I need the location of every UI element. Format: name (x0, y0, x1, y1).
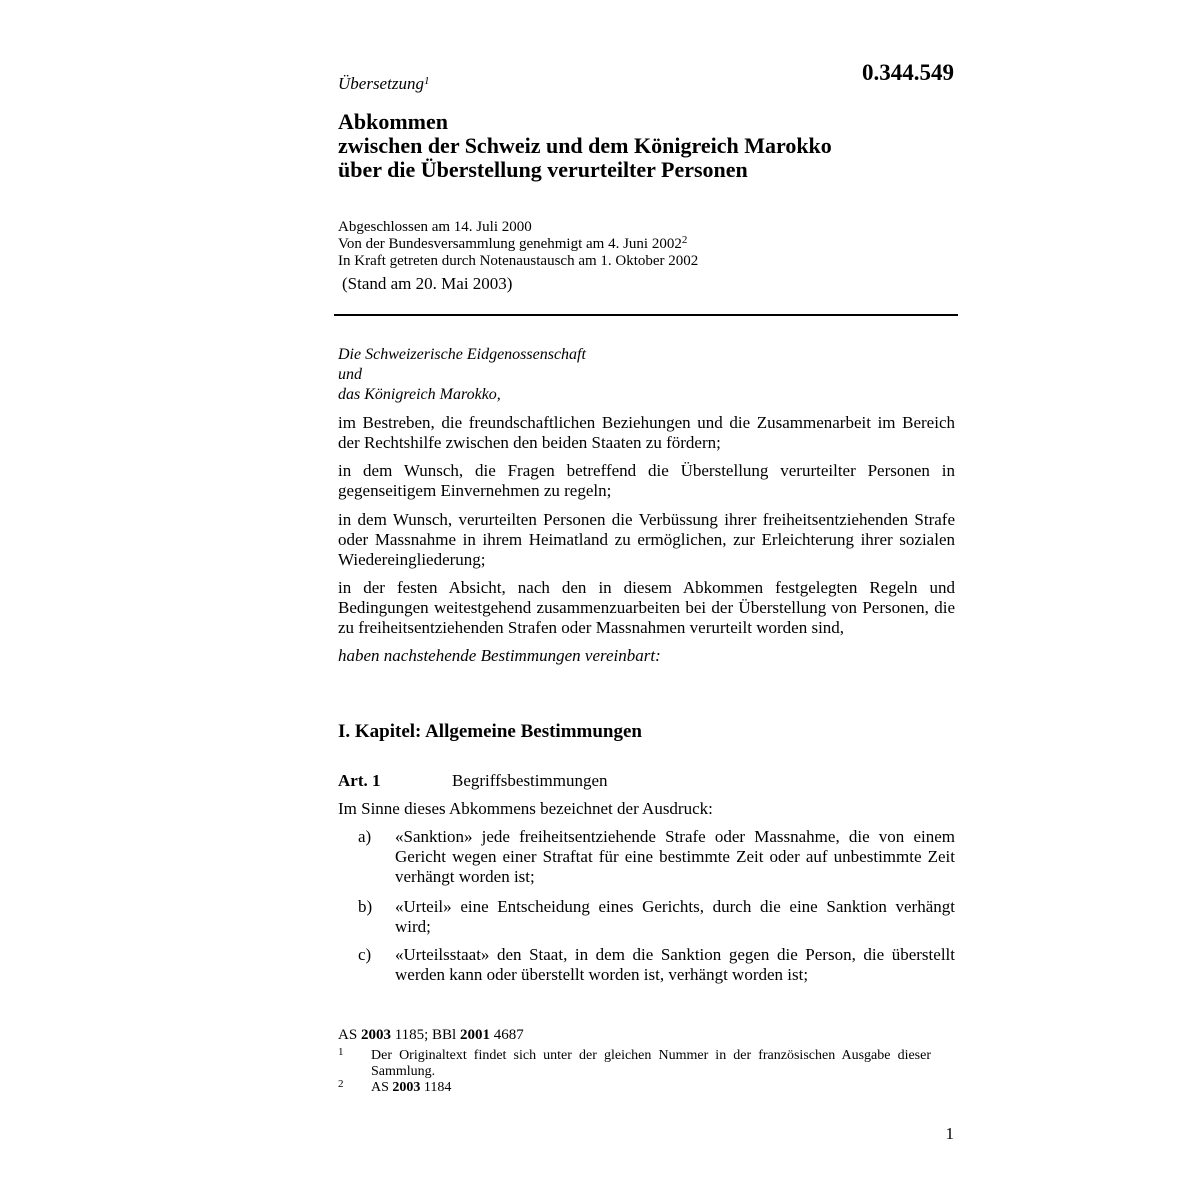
official-reference (338, 1027, 524, 1044)
definition-item (338, 897, 955, 937)
article-number: Art. 1 (338, 771, 381, 790)
as-page: 1185; BBl (390, 1027, 460, 1043)
recital-paragraph: in der festen Absicht, nach den in diesem Abkommen festgelegten Regeln und Bedingungen weitestgehend zusammenzuarbeiten bei der Überstellung von Personen, die zu freiheitsentziehenden Strafen oder Massnahmen verurteilt worden sind, (338, 578, 955, 637)
definition-item (338, 827, 955, 887)
definition-item (338, 945, 955, 985)
party-conjunction: und (338, 366, 362, 383)
document-title (338, 110, 958, 182)
definition-text: «Sanktion» jede freiheitsentziehende Strafe oder Massnahme, die von einem Gericht wegen einer Straftat für eine bestimmte Zeit oder auf unbestimmte Zeit verhängt worden ist; (395, 827, 955, 886)
article-title: Begriffsbestimmungen (452, 771, 608, 790)
title-line-1: Abkommen (338, 109, 449, 134)
party-switzerland: Die Schweizerische Eidgenossenschaft (338, 346, 586, 363)
footnote-text (371, 1080, 451, 1096)
translation-label (338, 74, 429, 94)
fn2-as-year: 2003 (392, 1080, 421, 1095)
definition-letter: c) (358, 945, 372, 964)
definition-text: «Urteil» eine Entscheidung eines Gerichts, durch die eine Sanktion verhängt wird; (395, 897, 955, 936)
article-intro: Im Sinne dieses Abkommens bezeichnet der Ausdruck: (338, 799, 713, 818)
translation-label-text: Übersetzung (338, 74, 424, 93)
title-line-2: zwischen der Schweiz und dem Königreich Marokko (338, 133, 832, 158)
sr-number: 0.344.549 (862, 60, 954, 85)
as-year: 2003 (360, 1027, 391, 1043)
title-line-3: über die Überstellung verurteilter Personen (338, 157, 748, 182)
footnote-text: Der Originaltext findet sich unter der gleichen Nummer in der französischen Ausgabe dieser Sammlung. (371, 1048, 931, 1079)
page-number: 1 (945, 1124, 954, 1143)
status-date: (Stand am 20. Mai 2003) (342, 274, 513, 293)
concluded-date: Abgeschlossen am 14. Juli 2000 (338, 219, 532, 235)
footnote-number: 1 (338, 1046, 344, 1058)
chapter-heading: I. Kapitel: Allgemeine Bestimmungen (338, 721, 642, 742)
footnote-number: 2 (338, 1078, 344, 1090)
recital-paragraph: in dem Wunsch, die Fragen betreffend die Überstellung verurteilter Personen in gegenseitigem Einvernehmen zu regeln; (338, 461, 955, 500)
party-morocco: das Königreich Marokko, (338, 386, 501, 403)
definition-text: «Urteilsstaat» den Staat, in dem die Sanktion gegen die Person, die überstellt werden kann oder überstellt worden ist, verhängt worden ist; (395, 945, 955, 984)
approval-text: Von der Bundesversammlung genehmigt am 4. Juni 2002 (338, 236, 682, 252)
recital-paragraph: im Bestreben, die freundschaftlichen Beziehungen und die Zusammenarbeit im Bereich der Rechtshilfe zwischen den beiden Staaten zu fördern; (338, 413, 955, 452)
document-metadata (338, 219, 698, 270)
agreement-clause: haben nachstehende Bestimmungen vereinbart: (338, 646, 661, 665)
footnote-marker-2[interactable]: 2 (681, 234, 688, 246)
fn2-as-page: 1184 (420, 1080, 452, 1095)
recital-paragraph: in dem Wunsch, verurteilten Personen die Verbüssung ihrer freiheitsentziehenden Strafe oder Massnahme in ihrem Heimatland zu ermöglichen, zur Erleichterung ihrer sozialen Wiedereingliederung; (338, 510, 955, 569)
as-label: AS (338, 1027, 361, 1043)
definition-letter: a) (358, 827, 372, 846)
bbl-page: 4687 (489, 1027, 524, 1043)
definition-letter: b) (358, 897, 373, 916)
bbl-year: 2001 (459, 1027, 490, 1043)
footnote-marker-1[interactable]: 1 (423, 75, 430, 87)
header-divider (334, 314, 958, 316)
in-force-date: In Kraft getreten durch Notenaustausch am 1. Oktober 2002 (338, 253, 699, 269)
approval-line (338, 236, 698, 253)
fn2-as-label: AS (371, 1080, 393, 1095)
contracting-parties (338, 345, 586, 405)
